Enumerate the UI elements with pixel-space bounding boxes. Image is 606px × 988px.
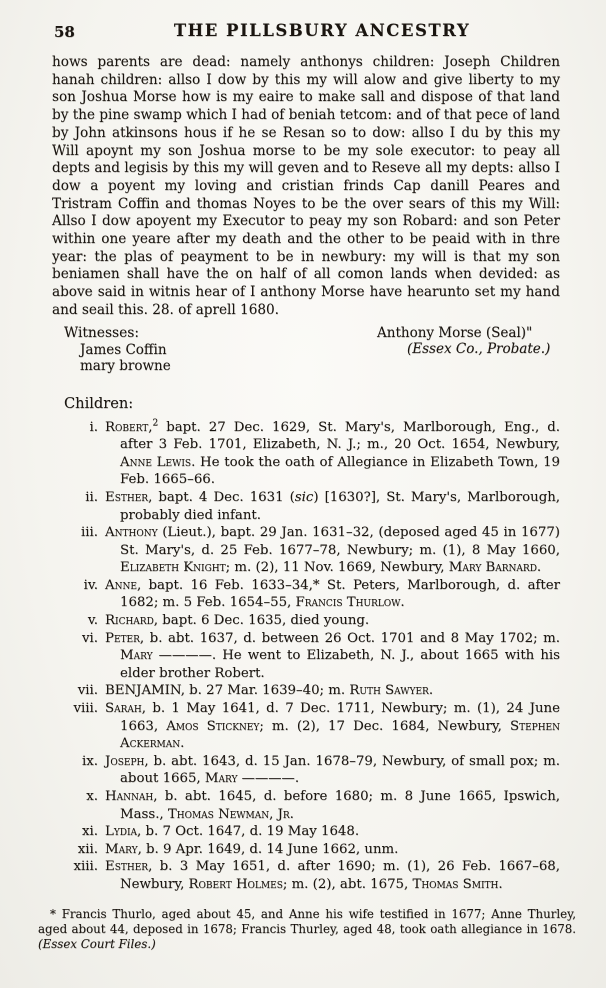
child-index: ii. [85,489,98,505]
child-text: Peter, b. abt. 1637, d. between 26 Oct. 1701 and 8 May 1702; m. Mary ————. He went to Elizabeth, N. J., about 1665 with his elder brother Robert. [105,630,560,681]
witness-name: James Coffin [80,341,167,358]
witness-name: mary browne [80,357,171,374]
page-header [52,20,560,46]
child-entry [52,682,560,700]
child-text: Lydia, b. 7 Oct. 1647, d. 19 May 1648. [105,824,360,840]
child-text: Esther, bapt. 4 Dec. 1631 (sic) [1630?], St. Mary's, Marlborough, probably died infant. [105,489,560,523]
child-entry [52,753,560,788]
child-text: Esther, b. 3 May 1651, d. after 1690; m. (1), 26 Feb. 1667–68, Newbury, Robert Holmes; m. (2), abt. 1675, Thomas Smith. [105,859,560,892]
child-text: Hannah, b. abt. 1645, d. before 1680; m. 8 June 1665, Ipswich, Mass., Thomas Newman, Jr. [105,789,560,822]
child-entry [52,419,560,489]
child-text: Joseph, b. abt. 1643, d. 15 Jan. 1678–79, Newbury, of small pox; m. about 1665, Mary ————. [105,753,560,787]
child-index: vi. [82,630,98,646]
child-text: Richard, bapt. 6 Dec. 1635, died young. [105,613,370,629]
page-number: 58 [54,23,75,41]
page-title: THE PILLSBURY ANCESTRY [173,21,471,40]
child-index: xii. [77,841,98,857]
child-entry [52,612,560,630]
testator-signature: Anthony Morse (Seal)" [377,324,533,341]
child-index: v. [87,613,98,629]
child-index: iv. [83,577,98,593]
child-entry [52,841,560,859]
footnote: * Francis Thurlo, aged about 45, and Anne his wife testified in 1677; Anne Thurley, aged about 44, deposed in 1678; Francis Thurley, aged 48, took oath allegiance in 1678. (Essex Court Files.) [38,906,576,952]
will-paragraph: hows parents are dead: namely anthonys children: Joseph Children hanah children: allso I dow by this my will alow and give liberty to my son Joshua Morse how is my eaire to make sall and dispose of that land by the pine swamp which I had of beniah tetcom: and of that pece of land by John atkinsons hous if he se Resan so to dow: allso I du by this my Will apoynt my son Joshua morse to be my sole executor: to peay all depts and legisis by this my will geven and to Reseve all my depts: allso I dow a poyent my loving and cristian frinds Cap danill Peares and Tristram Coffin and thomas Noyes to be the over sears of this my Will: Allso I dow apoyent my Executor to peay my son Robard: and son Peter within one yeare after my death and the other to be peaid with in thre year: the plas of peayment to be in newbury: my will is that my son beniamen shall have the on half of all comon lands when devided: as above said in witnis hear of I anthony Morse have hearunto set my hand and seail this. 28. of aprell 1680. [52,54,560,318]
child-entry [52,788,560,823]
child-index: viii. [73,701,98,717]
child-index: vii. [77,683,98,699]
child-text: Anne, bapt. 16 Feb. 1633–34,* St. Peters, Marlborough, d. after 1682; m. 5 Feb. 1654–55, Francis Thurlow. [105,577,560,611]
child-entry [52,524,560,577]
children-heading: Children: [64,394,134,412]
child-entry [52,489,560,524]
child-entry [52,577,560,612]
probate-source: (Essex Co., Probate.) [407,341,551,358]
child-index: x. [86,789,98,805]
child-index: xi. [82,824,98,840]
child-entry [52,858,560,893]
signature-block [377,325,550,358]
witnesses-label: Witnesses: [64,324,140,341]
children-list [52,419,560,894]
child-text: Mary, b. 9 Apr. 1649, d. 14 June 1662, unm. [105,841,399,857]
child-index: xiii. [73,859,98,875]
child-entry [52,823,560,841]
child-text: Anthony (Lieut.), bapt. 29 Jan. 1631–32, (deposed aged 45 in 1677) St. Mary's, d. 25 Feb. 1677–78, Newbury; m. (1), 8 May 1660, Elizabeth Knight; m. (2), 11 Nov. 1669, Newbury, Mary Barnard. [105,525,560,576]
child-text: BENJAMIN, b. 27 Mar. 1639–40; m. Ruth Sawyer. [105,683,434,699]
witnesses-block [52,325,560,387]
child-index: ix. [82,753,98,769]
child-index: i. [89,419,98,435]
child-text: Sarah, b. 1 May 1641, d. 7 Dec. 1711, Newbury; m. (1), 24 June 1663, Amos Stickney; m. (2), 17 Dec. 1684, Newbury, Stephen Ackerman. [105,701,560,752]
child-entry [52,630,560,683]
child-text: Robert,$^2$ bapt. 27 Dec. 1629, St. Mary's, Marlborough, Eng., d. after 3 Feb. 1701, Elizabeth, N. J.; m., 20 Oct. 1654, Newbury, Anne Lewis. He took the oath of Allegiance in Elizabeth Town, 19 Feb. 1665–66. [105,418,560,488]
child-entry [52,700,560,753]
child-index: iii. [81,525,98,541]
